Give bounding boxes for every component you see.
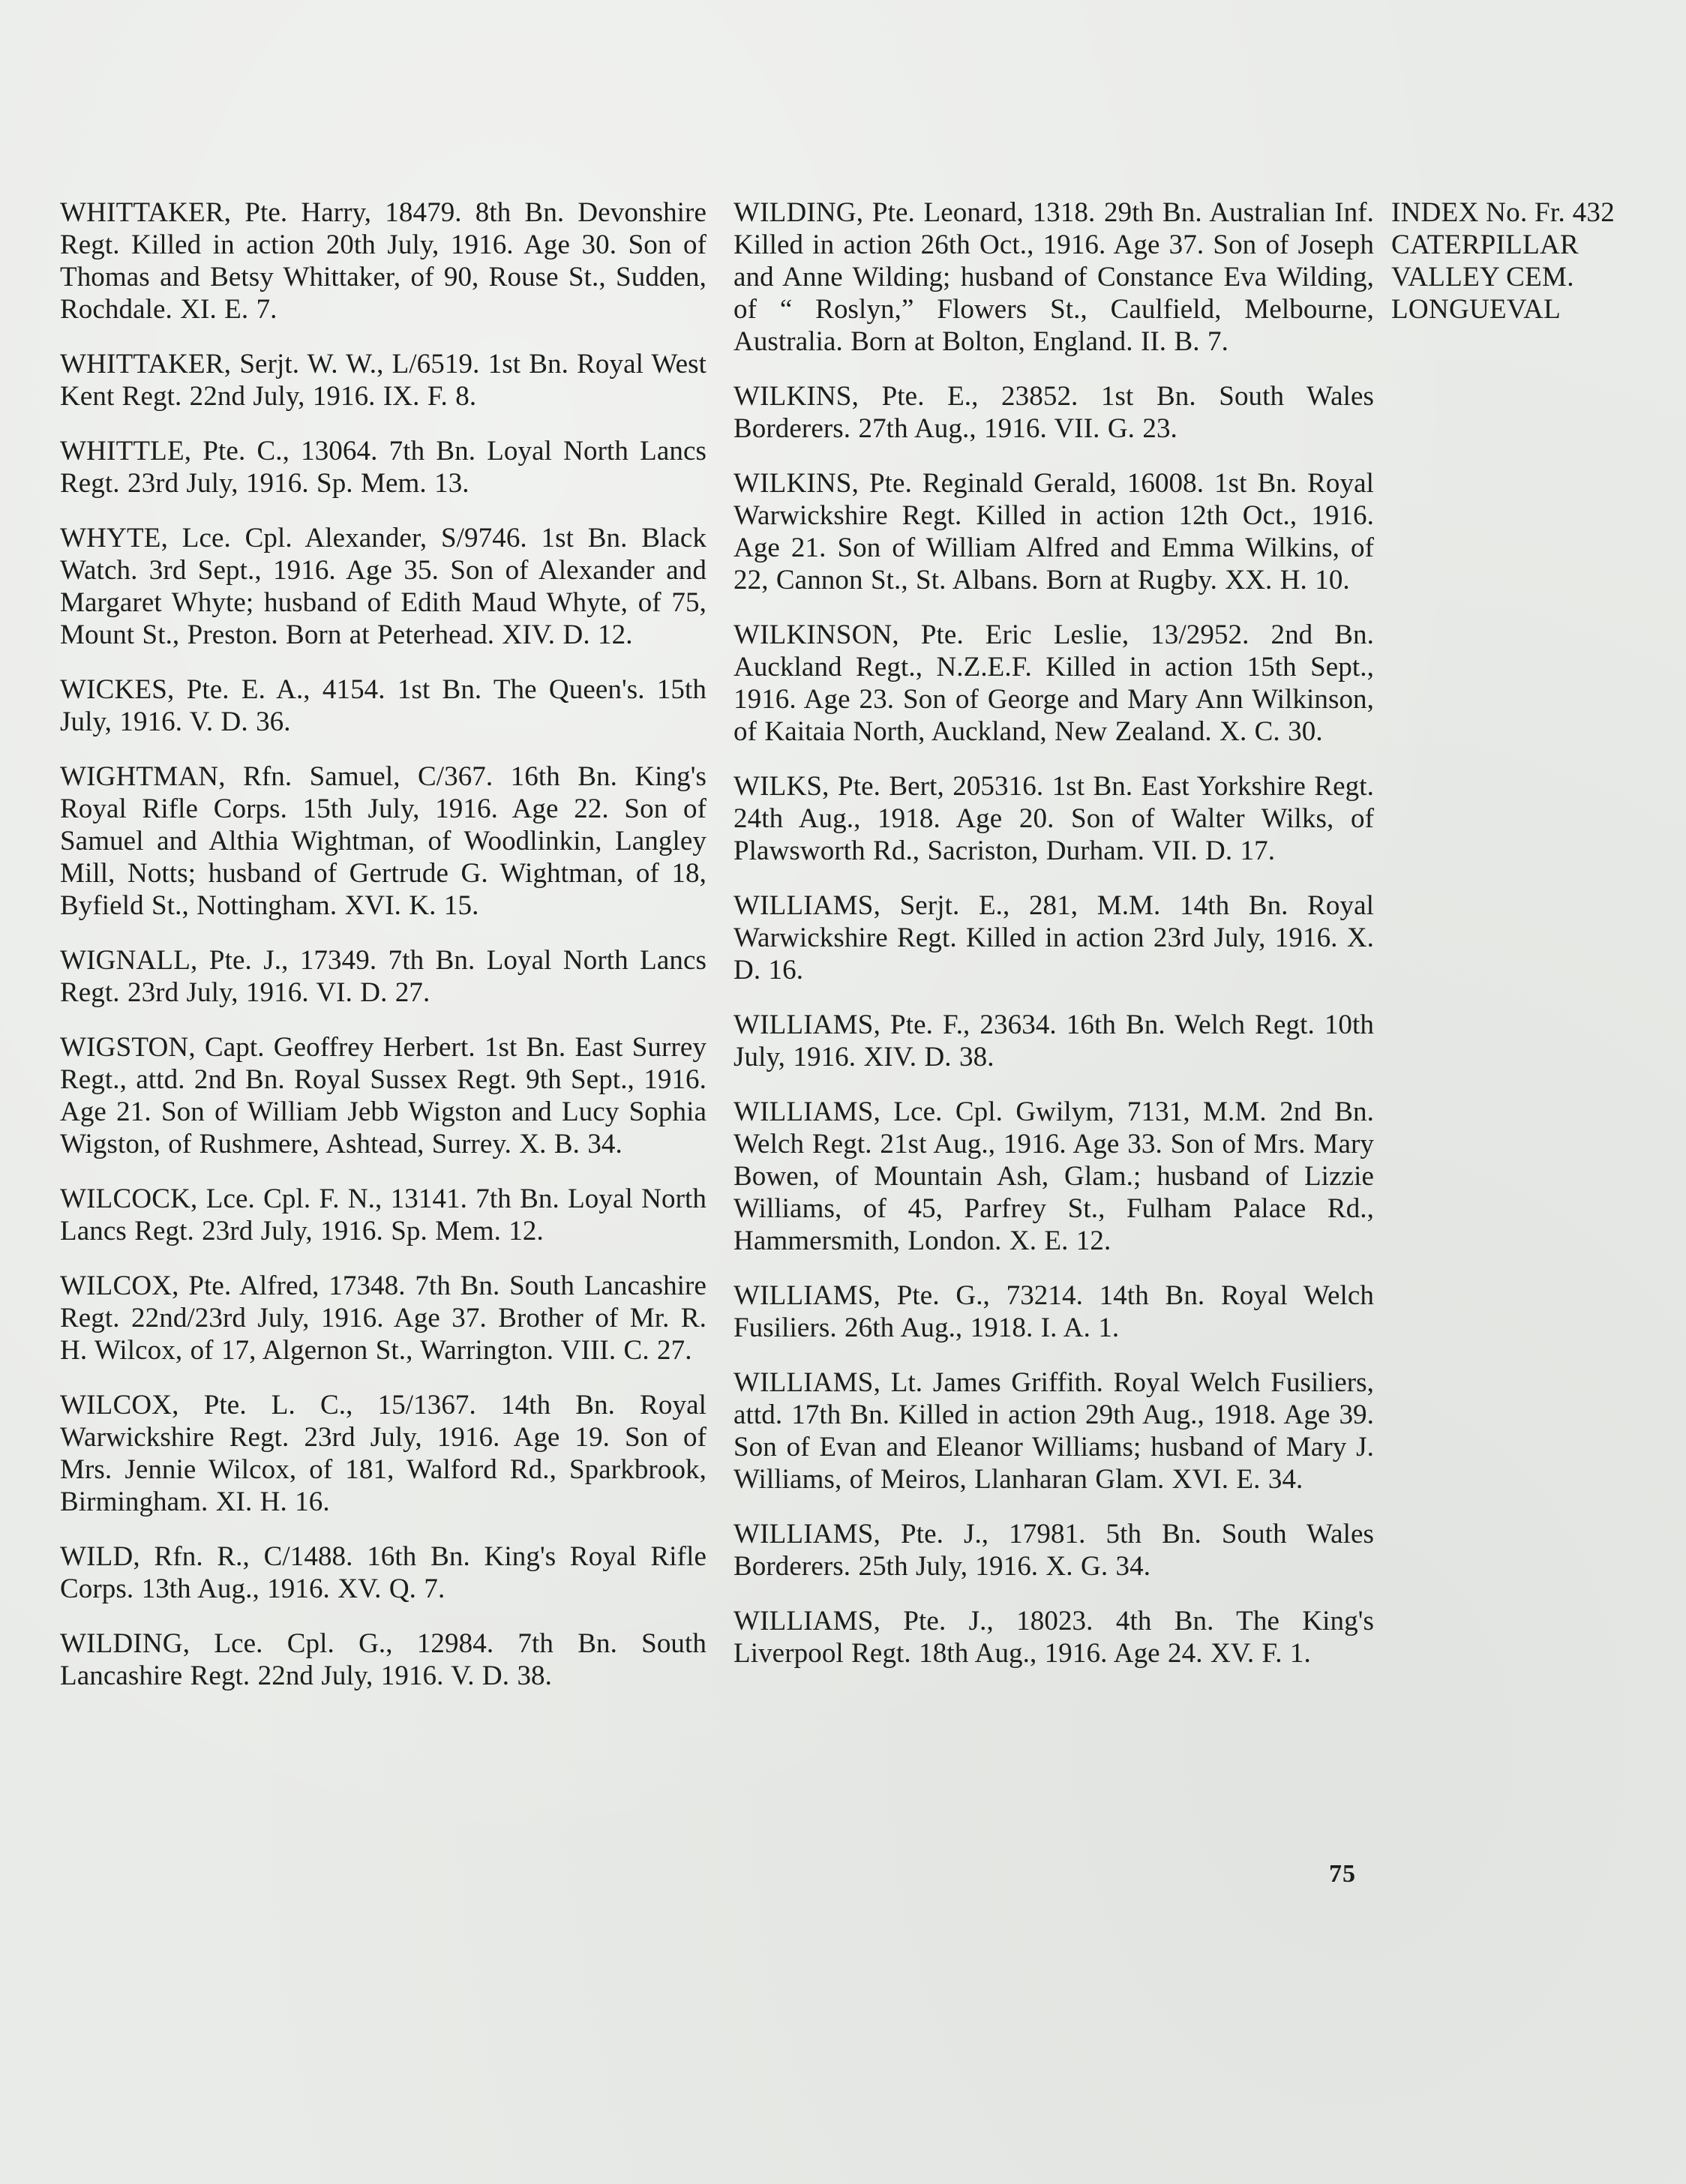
entry-details: Lce. Cpl. G., 12984. 7th Bn. South Lancashire Regt. 22nd July, 1916. V. D. 38. xyxy=(60,1628,706,1691)
entry xyxy=(734,1518,1374,1582)
entry xyxy=(60,1031,706,1160)
entry xyxy=(734,770,1374,867)
entry-surname: WIGSTON, xyxy=(60,1032,196,1063)
entry xyxy=(734,1096,1374,1257)
entry-details: Lce. Cpl. Alexander, S/9746. 1st Bn. Black Watch. 3rd Sept., 1916. Age 35. Son of Alexander and Margaret Whyte; husband of Edith Maud Whyte, of 75, Mount St., Preston. Born at Peterhead. XIV. D. 12. xyxy=(60,523,706,650)
entry xyxy=(734,1605,1374,1670)
entry-surname: WHITTAKER, xyxy=(60,197,232,228)
middle-column xyxy=(734,196,1374,1692)
cemetery-index-number: INDEX No. Fr. 432 xyxy=(1391,197,1616,228)
entry xyxy=(60,196,706,326)
entry-details: Capt. Geoffrey Herbert. 1st Bn. East Surrey Regt., attd. 2nd Bn. Royal Sussex Regt. 9th Sept., 1916. Age 21. Son of William Jebb Wigston and Lucy Sophia Wigston, of Rushmere, Ashtead, Surrey. X. B. 34. xyxy=(60,1032,706,1160)
cemetery-name-line-2: VALLEY CEM. xyxy=(1391,262,1574,292)
entry-details: Pte. G., 73214. 14th Bn. Royal Welch Fusiliers. 26th Aug., 1918. I. A. 1. xyxy=(734,1280,1374,1343)
entry-details: Lce. Cpl. Gwilym, 7131, M.M. 2nd Bn. Welch Regt. 21st Aug., 1916. Age 33. Son of Mrs. Mary Bowen, of Mountain Ash, Glam.; husband of Lizzie Williams, of 45, Parfrey St., Fulham Palace Rd., Hammersmith, London. X. E. 12. xyxy=(734,1096,1374,1256)
cemetery-heading xyxy=(1391,196,1676,326)
entry-details: Pte. E., 23852. 1st Bn. South Wales Borderers. 27th Aug., 1916. VII. G. 23. xyxy=(734,381,1374,444)
entry-details: Pte. J., 17981. 5th Bn. South Wales Borderers. 25th July, 1916. X. G. 34. xyxy=(734,1519,1375,1582)
entry xyxy=(60,1270,706,1366)
entry-surname: WILCOX, xyxy=(60,1390,179,1420)
entry-details: Pte. F., 23634. 16th Bn. Welch Regt. 10th July, 1916. XIV. D. 38. xyxy=(734,1010,1375,1072)
entry-details: Rfn. R., C/1488. 16th Bn. King's Royal Rifle Corps. 13th Aug., 1916. XV. Q. 7. xyxy=(60,1541,706,1604)
entry-surname: WHYTE, xyxy=(60,523,169,554)
entry xyxy=(60,435,706,500)
entry-details: Pte. Eric Leslie, 13/2952. 2nd Bn. Auckland Regt., N.Z.E.F. Killed in action 15th Sept., 1916. Age 23. Son of George and Mary Ann Wilkinson, of Kaitaia North, Auckland, New Zealand. X. C. 30. xyxy=(734,620,1374,747)
entry-surname: WILD, xyxy=(60,1541,140,1572)
entry-details: Pte. Reginald Gerald, 16008. 1st Bn. Royal Warwickshire Regt. Killed in action 12th Oct., 1916. Age 21. Son of William Alfred and Emma Wilkins, of 22, Cannon St., St. Albans. Born at Rugby. XX. H. 10. xyxy=(734,468,1375,596)
entry-details: Lt. James Griffith. Royal Welch Fusiliers, attd. 17th Bn. Killed in action 29th Aug., 1918. Age 39. Son of Evan and Eleanor Williams; husband of Mary J. Williams, of Meiros, Llanharan Glam. XVI. E. 34. xyxy=(734,1367,1374,1495)
entry-surname: WILKINSON, xyxy=(734,620,899,650)
entry-surname: WILLIAMS, xyxy=(734,1010,881,1040)
entry xyxy=(734,196,1374,358)
entry-details: Pte. Bert, 205316. 1st Bn. East Yorkshire Regt. 24th Aug., 1918. Age 20. Son of Walter Wilks, of Plawsworth Rd., Sacriston, Durham. VII. D. 17. xyxy=(734,771,1374,866)
entry-details: Pte. J., 17349. 7th Bn. Loyal North Lancs Regt. 23rd July, 1916. VI. D. 27. xyxy=(60,945,706,1008)
entry-details: Serjt. E., 281, M.M. 14th Bn. Royal Warwickshire Regt. Killed in action 23rd July, 1916. X. D. 16. xyxy=(734,890,1374,986)
entry-surname: WILDING, xyxy=(734,197,864,228)
entry xyxy=(60,760,706,922)
entry-details: Pte. J., 18023. 4th Bn. The King's Liverpool Regt. 18th Aug., 1916. Age 24. XV. F. 1. xyxy=(734,1606,1374,1669)
entry-surname: WILKINS, xyxy=(734,381,860,412)
entry xyxy=(734,1366,1374,1496)
entry-surname: WILCOX, xyxy=(60,1270,179,1301)
entry-surname: WILLIAMS, xyxy=(734,1096,881,1127)
entry-details: Pte. C., 13064. 7th Bn. Loyal North Lancs Regt. 23rd July, 1916. Sp. Mem. 13. xyxy=(60,436,706,499)
entry-surname: WILCOCK, xyxy=(60,1184,198,1214)
entry xyxy=(60,944,706,1009)
entry xyxy=(734,619,1374,748)
entry-surname: WHITTAKER, xyxy=(60,349,232,380)
left-column xyxy=(60,196,706,1714)
entry xyxy=(60,1628,706,1692)
entry-surname: WILKINS, xyxy=(734,468,860,499)
entry xyxy=(734,380,1374,445)
cemetery-location: LONGUEVAL xyxy=(1391,294,1562,325)
entry xyxy=(60,1540,706,1605)
entry xyxy=(60,1389,706,1518)
entry-details: Pte. Alfred, 17348. 7th Bn. South Lancashire Regt. 22nd/23rd July, 1916. Age 37. Brother of Mr. R. H. Wilcox, of 17, Algernon St., Warrington. VIII. C. 27. xyxy=(60,1270,707,1366)
entry xyxy=(60,1183,706,1247)
entry xyxy=(60,674,706,738)
entry-surname: WIGHTMAN, xyxy=(60,761,226,792)
entry-details: Pte. Leonard, 1318. 29th Bn. Australian Inf. Killed in action 26th Oct., 1916. Age 37. Son of Joseph and Anne Wilding; husband of Constance Eva Wilding, of “ Roslyn,” Flowers St., Caulfield, Melbourne, Australia. Born at Bolton, England. II. B. 7. xyxy=(734,197,1374,357)
entry-surname: WILDING, xyxy=(60,1628,190,1659)
entry-surname: WHITTLE, xyxy=(60,436,192,466)
entry xyxy=(734,1280,1374,1344)
entry xyxy=(734,467,1374,596)
entry-surname: WILLIAMS, xyxy=(734,1519,881,1550)
entry-surname: WILKS, xyxy=(734,771,830,802)
entry xyxy=(734,1009,1374,1073)
entry-details: Pte. E. A., 4154. 1st Bn. The Queen's. 15th July, 1916. V. D. 36. xyxy=(60,674,706,737)
entry xyxy=(60,348,706,412)
entry-details: Pte. Harry, 18479. 8th Bn. Devonshire Regt. Killed in action 20th July, 1916. Age 30. Son of Thomas and Betsy Whittaker, of 90, Rouse St., Sudden, Rochdale. XI. E. 7. xyxy=(60,197,706,325)
entry-surname: WIGNALL, xyxy=(60,945,198,976)
entry-surname: WILLIAMS, xyxy=(734,1606,881,1636)
entry-details: Lce. Cpl. F. N., 13141. 7th Bn. Loyal North Lancs Regt. 23rd July, 1916. Sp. Mem. 12. xyxy=(60,1184,707,1246)
entry-surname: WILLIAMS, xyxy=(734,1367,881,1398)
page-number: 75 xyxy=(1329,1860,1356,1888)
entry-surname: WICKES, xyxy=(60,674,175,705)
entry-details: Serjt. W. W., L/6519. 1st Bn. Royal West Kent Regt. 22nd July, 1916. IX. F. 8. xyxy=(60,349,707,412)
entry-details: Rfn. Samuel, C/367. 16th Bn. King's Royal Rifle Corps. 15th July, 1916. Age 22. Son of Samuel and Althia Wightman, of Woodlinkin, Langley Mill, Notts; husband of Gertrude G. Wightman, of 18, Byfield St., Nottingham. XVI. K. 15. xyxy=(60,761,706,921)
entry-surname: WILLIAMS, xyxy=(734,1280,881,1311)
entry-surname: WILLIAMS, xyxy=(734,890,881,921)
entry xyxy=(60,522,706,651)
entry-details: Pte. L. C., 15/1367. 14th Bn. Royal Warwickshire Regt. 23rd July, 1916. Age 19. Son of Mrs. Jennie Wilcox, of 181, Walford Rd., Sparkbrook, Birmingham. XI. H. 16. xyxy=(60,1390,706,1517)
cemetery-name-line-1: CATERPILLAR xyxy=(1391,230,1579,260)
entry xyxy=(734,890,1374,986)
